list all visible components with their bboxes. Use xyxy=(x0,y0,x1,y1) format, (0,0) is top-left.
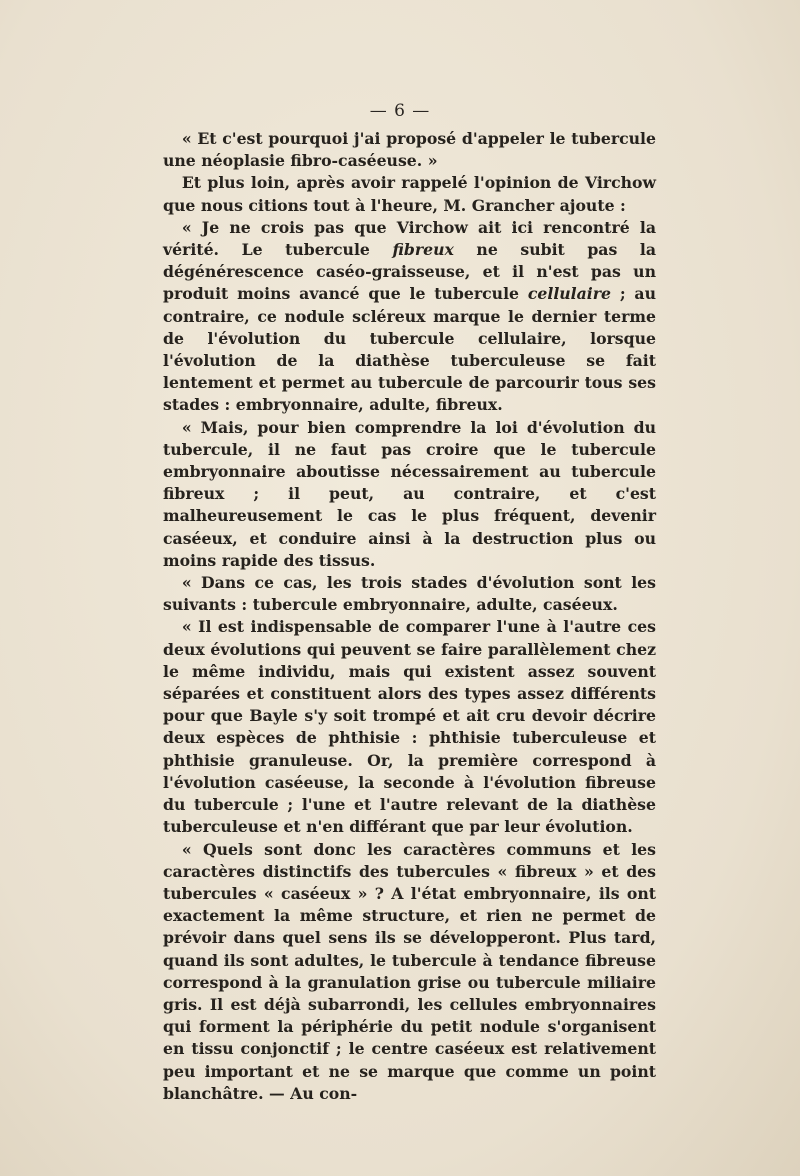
paragraph xyxy=(163,217,656,417)
body-text xyxy=(163,128,656,1105)
text-run: ; au contraire, ce nodule scléreux marque le dernier terme de l'évolution du tubercule cellulaire, lorsque l'évolution de la diathèse tuberculeuse se fait lentement et permet au tubercule de parcourir tous ses stades : embryonnaire, adulte, fibreux. xyxy=(163,284,656,415)
paragraph xyxy=(163,839,656,1105)
paragraph xyxy=(163,572,656,616)
text-run: Et plus loin, après avoir rappelé l'opinion de Virchow que nous citions tout à l'heure, M. Grancher ajoute : xyxy=(163,173,656,215)
paragraph xyxy=(163,417,656,572)
italic-term: fibreux xyxy=(392,240,454,260)
text-run: « Il est indispensable de comparer l'une à l'autre ces deux évolutions qui peuvent se faire parallèlement chez le même individu, mais qui existent assez souvent séparées et constituent alors des types assez différents pour que Bayle s'y soit trompé et ait cru devoir décrire deux espèces de phthisie : phthisie tuberculeuse et phthisie granuleuse. Or, la première correspond à l'évolution caséeuse, la seconde à l'évolution fibreuse du tubercule ; l'une et l'autre relevant de la diathèse tuberculeuse et n'en différant que par leur évolution. xyxy=(163,617,656,837)
text-run: « Mais, pour bien comprendre la loi d'évolution du tubercule, il ne faut pas croire que le tubercule embryonnaire aboutisse nécessairement au tubercule fibreux ; il peut, au contraire, et c'est malheureusement le cas le plus fréquent, devenir caséeux, et conduire ainsi à la destruction plus ou moins rapide des tissus. xyxy=(163,417,656,570)
paragraph xyxy=(163,172,656,216)
paragraph xyxy=(163,616,656,838)
paragraph xyxy=(163,128,656,172)
text-run: « Je ne crois pas que Virchow ait ici rencontré la vérité. Le tubercule xyxy=(163,217,656,260)
text-run: « Dans ce cas, les trois stades d'évolution sont les suivants : tubercule embryonnaire, adulte, caséeux. xyxy=(163,573,656,615)
italic-term: cellulaire xyxy=(527,284,612,304)
page-number: — 6 — xyxy=(369,101,431,121)
text-run: « Et c'est pourquoi j'ai proposé d'appeler le tubercule une néoplasie fibro-caséeuse. » xyxy=(163,129,656,171)
text-run: « Quels sont donc les caractères communs et les caractères distinctifs des tubercules « fibreux » et des tubercules « caséeux » ? A l'état embryonnaire, ils ont exactement la même structure, et rien ne permet de prévoir dans quel sens ils se développeront. Plus tard, quand ils sont adultes, le tubercule à tendance fibreuse correspond à la granulation grise ou tubercule miliaire gris. Il est déjà subarrondi, les cellules embryonnaires qui forment la périphérie du petit nodule s'organisent en tissu conjonctif ; le centre caséeux est relativement peu important et ne se marque que comme un point blanchâtre. — Au con- xyxy=(163,839,656,1103)
text-run: ne subit pas la dégénérescence caséo-graisseuse, et il n'est pas un produit moins avancé que le tubercule xyxy=(163,240,656,304)
